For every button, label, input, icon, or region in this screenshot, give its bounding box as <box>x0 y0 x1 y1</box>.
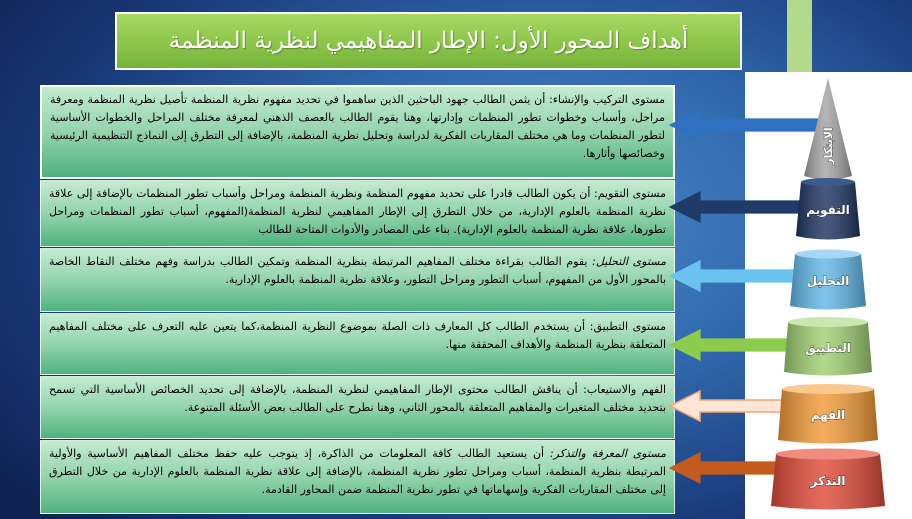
objective-label: مستوى التحليل: <box>592 255 666 268</box>
arrow-left-icon <box>670 453 778 483</box>
arrow-left-icon <box>670 391 784 421</box>
arrow-left-icon <box>670 330 790 360</box>
arrow-left-icon <box>670 110 818 140</box>
pyramid-level-label: الابتكار <box>822 127 835 165</box>
arrow-left-icon <box>670 192 802 222</box>
objective-label: مستوى المعرفة والتذكر: <box>549 447 667 460</box>
pyramid-level-analysis <box>790 250 866 310</box>
objective-text: أن يستخدم الطالب كل المعارف ذات الصلة بموضوع النظرية المنظمة،كما يتعين عليه التعرف على مختلف المفاهيم المتعلقة بنظرية المنظمة والأهداف المحققة منها. <box>49 320 666 351</box>
slide-title: أهداف المحور الأول: الإطار المفاهيمي لنظرية المنظمة <box>168 28 689 54</box>
pyramid-level-cap <box>782 384 874 394</box>
objective-text: أن يستعيد الطالب كافة المعلومات من الذاكرة، إذ يتوجب عليه حفظ مختلف المفاهيم الأساسية والأولية المرتبطة بنظرية المنظمة، أسباب ومراحل تطور نظرية المنظمة، بالإضافة إلى علاقة نظرية المنظمة بالعلوم الإدارية من خلال التطرق إلى مختلف المقاربات الفكرية وإسهاماتها في تطور نظرية المنظمة ضمن المحاور القادمة. <box>49 447 666 496</box>
objective-text: يقوم الطالب بقراءة مختلف المفاهيم المرتبطة بنظرية المنظمة وتمكين الطالب بدراسة وفهم مختلف النقاط الخاصة بالمحور الأول من المفهوم، أسباب التطور ومراحل التطور، وعلاقة نظرية المنظمة بالعلوم الإدارية. <box>49 255 666 286</box>
pyramid-level-evaluation <box>796 178 860 240</box>
objective-label: مستوى التركيب والإنشاء: <box>549 93 665 106</box>
pyramid-level-label: التقويم <box>806 203 850 217</box>
pyramid-level-label: التذكر <box>810 474 846 488</box>
pyramid-level-comprehension <box>778 384 878 444</box>
pyramid-level-cap <box>801 178 855 186</box>
pyramid-level-cap <box>776 449 880 460</box>
objective-label: مستوى التقويم: <box>594 187 666 200</box>
arrow-left-icon <box>670 261 796 291</box>
objective-text: أن يثمن الطالب جهود الباحثين الذين ساهموا في تحديد مفهوم نظرية المنظمة تأصيل نظرية المنظمة ومعرفة مراحل، وأسباب وخطوات تطور المنظمات وإدارتها، وهنا يقوم الطالب بالعصف الذهني لمعرفة مختلف المراحل والخطوات الأساسية لتطور المنظمات وما هي مختلف المقاربات الفكرية لدراسة وتحليل نظرية المنظمة، بالإضافة إلى التطرق إلى النماذج التنظيمية الرئيسية وخصائصها وأثارها. <box>50 93 665 160</box>
pyramid <box>771 78 885 510</box>
pyramid-level-label: الفهم <box>810 408 846 422</box>
objective-text: أن يناقش الطالب محتوى الإطار المفاهيمي لنظرية المنظمة، بالإضافة إلى تحديد الخصائص الأساسية التي تسمح بتحديد مختلف المتغيرات والمفاهيم المتعلقة بالمحور الثاني، وهنا نطرح على الطالب بعض الأسئلة المتنوعة. <box>49 383 666 414</box>
objective-label: مستوى التطبيق: <box>589 320 666 333</box>
pyramid-level-application <box>784 317 872 376</box>
objective-label: الفهم والاستيعاب: <box>583 383 666 396</box>
objective-text: أن يكون الطالب قادرا على تحديد مفهوم المنظمة ونظرية المنظمة ومراحل وأسباب تطور المنظمات بالإضافة إلى علاقة نظرية المنظمة بالعلوم الإدارية، من خلال التطرق إلى الإطار المفاهيمي لنظرية المنظمة(المفهوم، أسباب تطور المنظمات ومراحل تطورها، علاقة نظرية المنظمة بالعلوم الإدارية). بناء على المصادر والأدوات المتاحة للطالب <box>49 187 666 236</box>
pyramid-level-knowledge <box>771 449 885 510</box>
pyramid-level-label: التحليل <box>806 274 850 288</box>
pyramid-level-label: التطبيق <box>805 341 851 355</box>
pyramid-level-cap <box>788 317 868 327</box>
pyramid-level-cap <box>795 250 861 259</box>
